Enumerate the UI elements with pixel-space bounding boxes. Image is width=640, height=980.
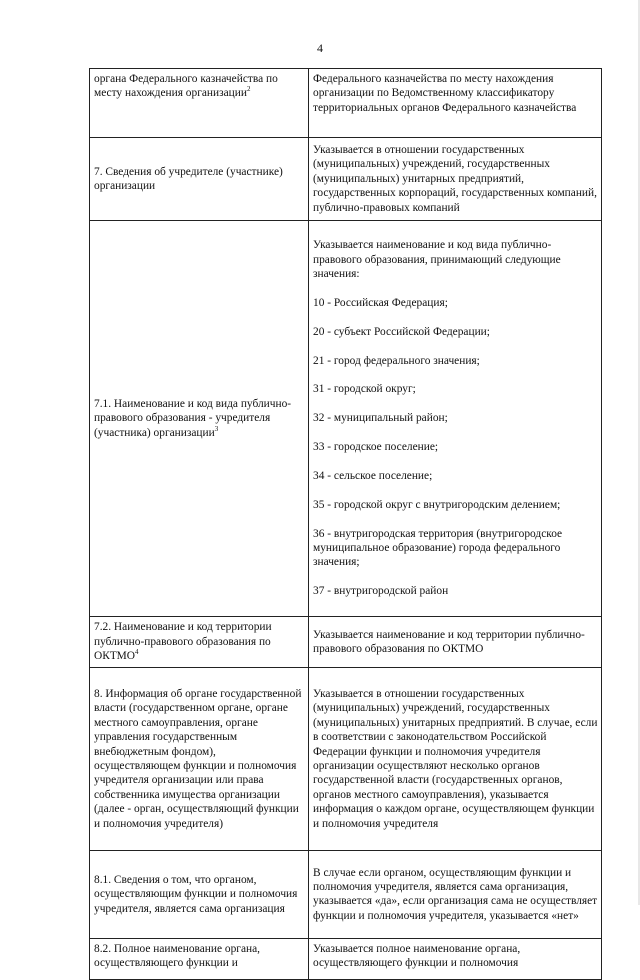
table-row [90, 69, 602, 138]
footnote-ref: 4 [135, 648, 139, 657]
row-label: 8.2. Полное наименование органа, осуществляющего функции и [90, 938, 309, 979]
code-list-item: 20 - субъект Российской Федерации; [313, 325, 490, 338]
code-list-item: 34 - сельское поселение; [313, 469, 433, 482]
row-label-text: органа Федерального казначейства по месту нахождения организации [94, 73, 278, 100]
footnote-ref: 3 [214, 424, 219, 433]
row-label: 8. Информация об органе государственной власти (государственном органе, органе местного самоуправления, органе управления государственным внебюджетным фондом), осуществляющем функции и полномочия учредителя организации или права собственника имущества организации (далее - орган, осуществляющий функции и полномочия учредителя) [90, 667, 309, 850]
row-description: Указывается наименование и код территории публично-правового образования по ОКТМО [309, 616, 602, 667]
code-list-item: 35 - городской округ с внутригородским делением; [313, 498, 561, 511]
row-label-text: 7.2. Наименование и код территории публично-правового образования по ОКТМО [94, 621, 272, 663]
code-list-item: 10 - Российская Федерация; [313, 297, 448, 310]
code-list-item: 33 - городское поселение; [313, 441, 439, 454]
code-list-item: 21 - город федерального значения; [313, 354, 480, 367]
row-label [90, 69, 309, 138]
description-intro: Указывается наименование и код вида публично-правового образования, принимающий следующие значения: [313, 239, 561, 281]
code-list-item: 32 - муниципальный район; [313, 412, 448, 425]
row-description: Указывается в отношении государственных (муниципальных) учреждений, государственных (муниципальных) унитарных предприятий. В случае, если в соответствии с законодательством Российской Федерации функции и полномочия учредителя организации осуществляют несколько органов государственной власти (государственных органов, органов местного самоуправления), указывается информация о каждом органе, осуществляющем функции и полномочия учредителя [309, 667, 602, 850]
row-description: Указывается полное наименование органа, осуществляющего функции и полномочия [309, 938, 602, 979]
page-number: 4 [317, 41, 323, 55]
row-description: В случае если органом, осуществляющим функции и полномочия учредителя, является сама организация, указывается «да», если организация сама не осуществляет функции и полномочия учредителя, указывается «нет» [309, 850, 602, 938]
table-row [90, 938, 602, 979]
table-row [90, 667, 602, 850]
row-label: 8.1. Сведения о том, что органом, осуществляющим функции и полномочия учредителя, является сама организация [90, 850, 309, 938]
table-row [90, 221, 602, 617]
row-description: Федерального казначейства по месту нахождения организации по Ведомственному классификатору территориальных органов Федерального казначейства [309, 69, 602, 138]
row-label [90, 221, 309, 617]
row-label [90, 616, 309, 667]
footnote-ref: 2 [246, 85, 251, 94]
code-list-item: 37 - внутригородской район [313, 585, 449, 598]
row-description [309, 221, 602, 617]
row-label-text: 7.1. Наименование и код вида публично-правового образования - учредителя (участника) организации [94, 397, 292, 439]
row-description: Указывается в отношении государственных (муниципальных) учреждений, государственных (муниципальных) унитарных предприятий, государственных корпораций, государственных компаний, публично-правовых компаний [309, 138, 602, 221]
requirements-table [89, 68, 602, 980]
table-row [90, 138, 602, 221]
code-list-item: 31 - городской округ; [313, 383, 416, 396]
code-list-item: 36 - внутригородская территория (внутригородское муниципальное образование) города федерального значения; [313, 527, 563, 569]
table-row [90, 850, 602, 938]
row-label: 7. Сведения об учредителе (участнике) организации [90, 138, 309, 221]
table-row [90, 616, 602, 667]
